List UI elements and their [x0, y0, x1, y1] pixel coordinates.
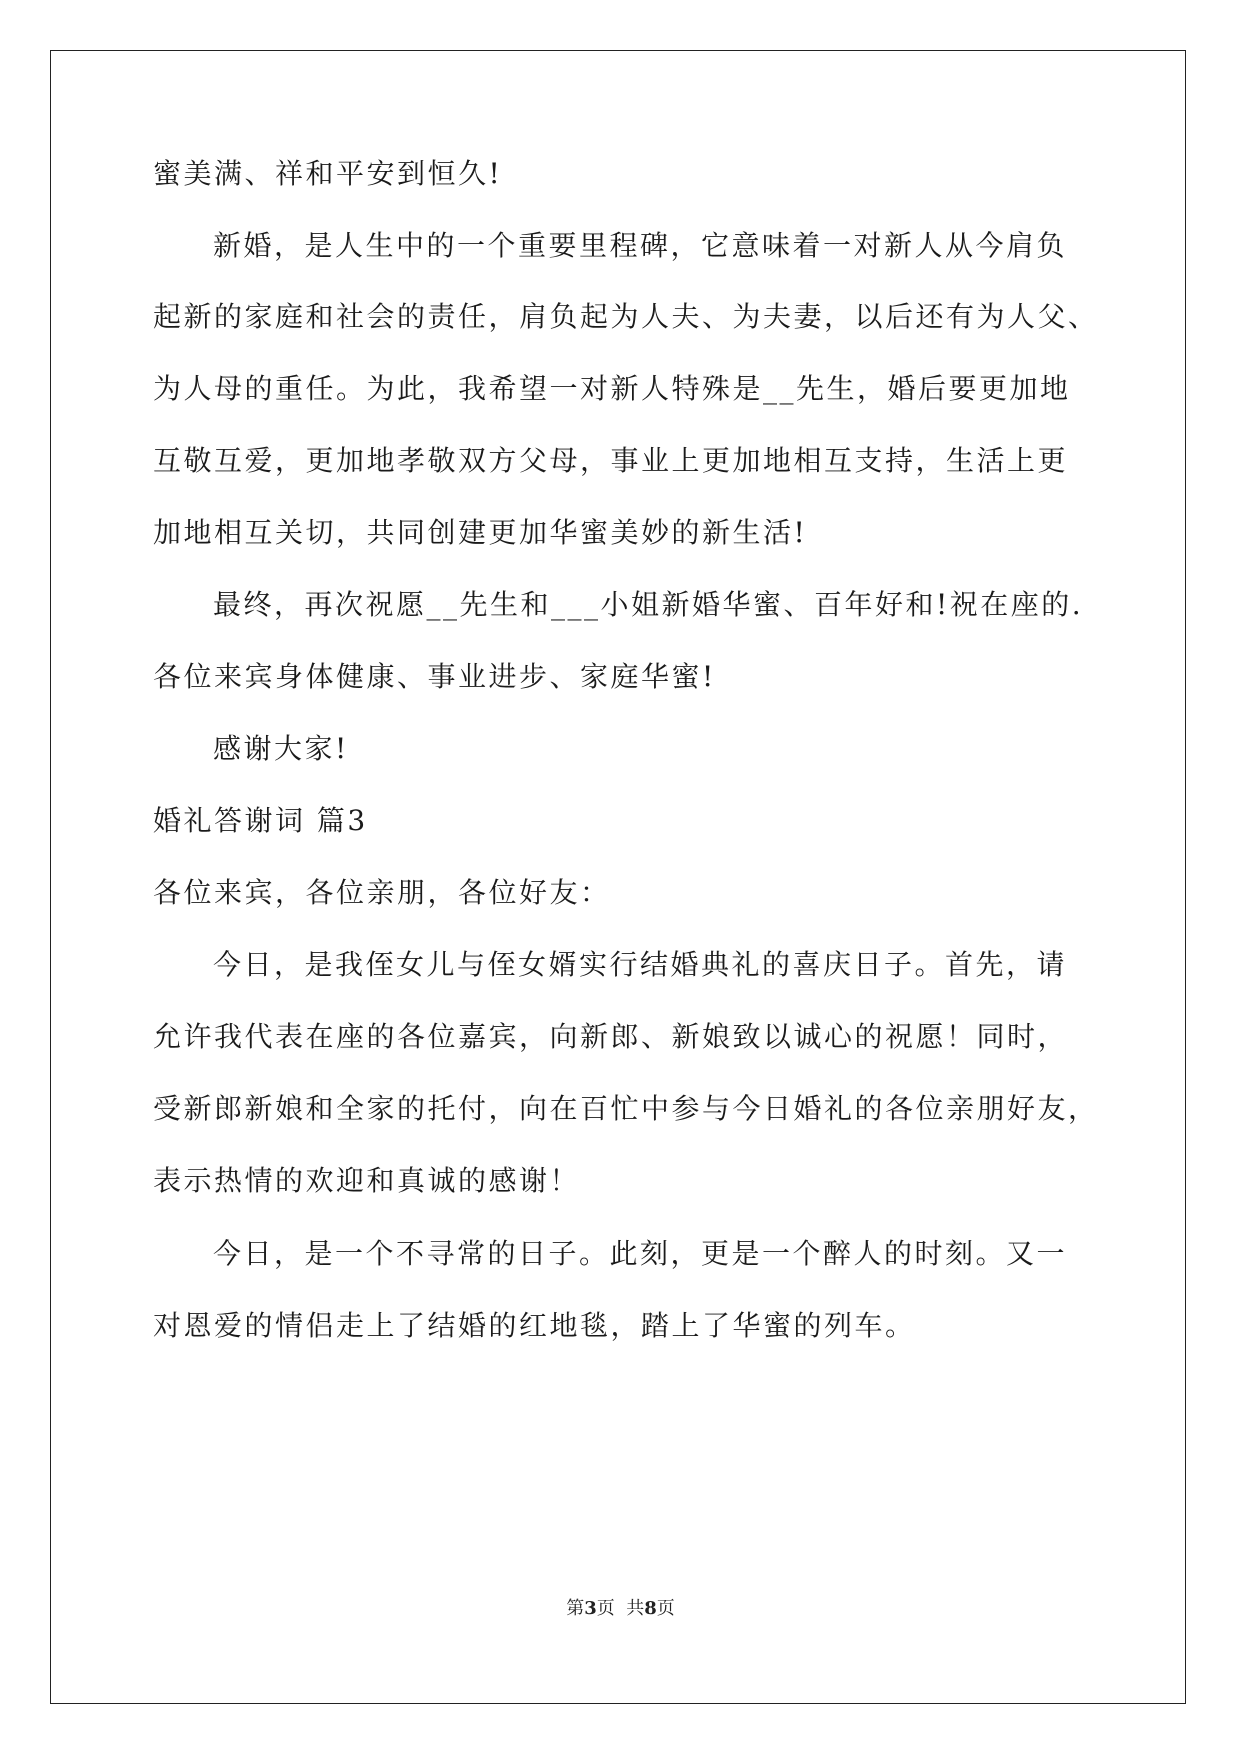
- footer-middle: 页 共: [596, 1598, 645, 1619]
- footer-suffix: 页: [656, 1598, 675, 1619]
- text-line: 蜜美满、祥和平安到恒久!: [153, 157, 503, 190]
- text-line: 为人母的重任。为此，我希望一对新人特殊是__先生，婚后要更加地: [153, 372, 1071, 405]
- text-line: 新婚，是人生中的一个重要里程碑，它意味着一对新人从今肩负: [213, 229, 1068, 262]
- text-line: 今日，是我侄女儿与侄女婿实行结婚典礼的喜庆日子。首先，请: [213, 948, 1068, 981]
- page-footer: [0, 1598, 1241, 1620]
- text-line: 受新郎新娘和全家的托付，向在百忙中参与今日婚礼的各位亲朋好友，: [153, 1092, 1099, 1125]
- section-heading: 婚礼答谢词 篇3: [153, 804, 368, 837]
- footer-prefix: 第: [566, 1598, 585, 1619]
- text-line: 感谢大家!: [213, 732, 349, 765]
- text-line: 对恩爱的情侣走上了结婚的红地毯，踏上了华蜜的列车。: [153, 1309, 916, 1342]
- text-line: 表示热情的欢迎和真诚的感谢！: [153, 1164, 581, 1197]
- text-line: 加地相互关切，共同创建更加华蜜美妙的新生活!: [153, 516, 808, 549]
- text-line: 各位来宾，各位亲朋，各位好友：: [153, 876, 611, 909]
- text-line: 起新的家庭和社会的责任，肩负起为人夫、为夫妻，以后还有为人父、: [153, 300, 1099, 333]
- text-line: 允许我代表在座的各位嘉宾，向新郎、新娘致以诚心的祝愿！同时，: [153, 1020, 1069, 1053]
- text-line: 今日，是一个不寻常的日子。此刻，更是一个醉人的时刻。又一: [213, 1237, 1068, 1270]
- total-page-number: 8: [644, 1598, 657, 1619]
- text-line: 各位来宾身体健康、事业进步、家庭华蜜!: [153, 660, 716, 693]
- text-line: 互敬互爱，更加地孝敬双方父母，事业上更加地相互支持，生活上更: [153, 444, 1069, 477]
- current-page-number: 3: [584, 1598, 597, 1619]
- text-line: 最终，再次祝愿__先生和___小姐新婚华蜜、百年好和!祝在座的.: [213, 588, 1084, 621]
